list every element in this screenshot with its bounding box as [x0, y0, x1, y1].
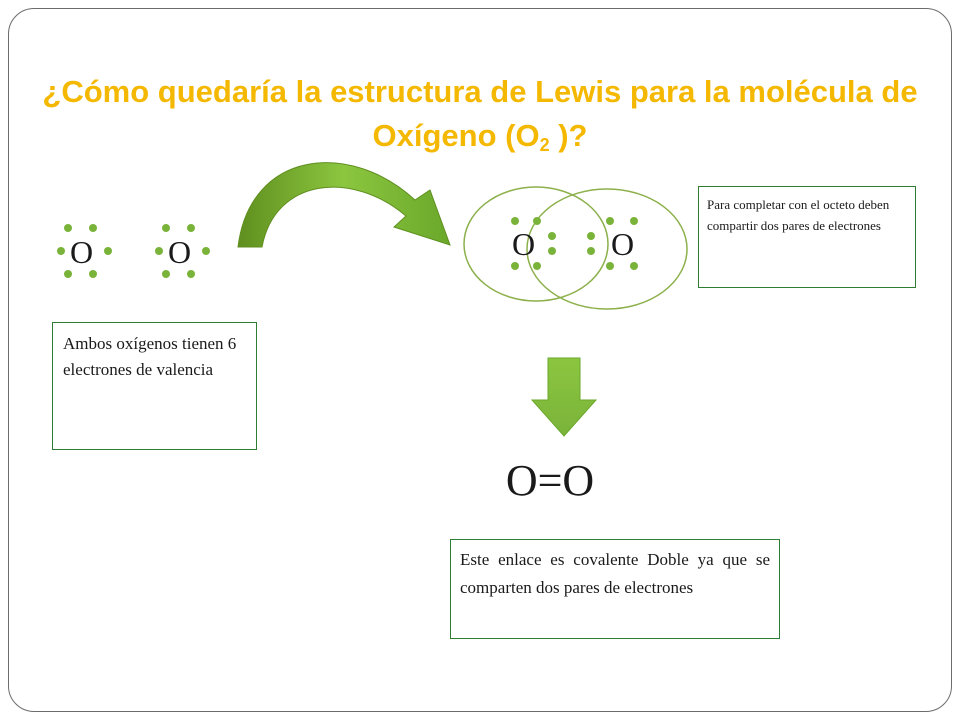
oxygen-atom-shared-1: O [512, 226, 536, 262]
down-arrow [532, 358, 596, 436]
valence-note-box: Ambos oxígenos tienen 6 electrones de valencia [52, 322, 257, 450]
electron-dot [511, 262, 519, 270]
title-close: )? [549, 118, 588, 153]
electron-dot [630, 262, 638, 270]
electron-dot [155, 247, 163, 255]
electron-dot [548, 232, 556, 240]
electron-dot [587, 247, 595, 255]
electron-dot [630, 217, 638, 225]
electron-dot [187, 270, 195, 278]
oxygen-atom-left-2: O [168, 234, 192, 270]
electron-dot [89, 270, 97, 278]
electron-dot [162, 224, 170, 232]
electron-dot [187, 224, 195, 232]
electron-dot [64, 270, 72, 278]
electron-dot [511, 217, 519, 225]
electron-dot [202, 247, 210, 255]
title-subscript: 2 [539, 135, 550, 155]
curved-arrow [238, 163, 450, 247]
bond-note-box: Este enlace es covalente Doble ya que se comparten dos pares de electrones [450, 539, 780, 639]
electron-dot [606, 217, 614, 225]
double-bond-formula: O=O [505, 456, 595, 505]
electron-dot [89, 224, 97, 232]
electron-dot [64, 224, 72, 232]
electron-dot [606, 262, 614, 270]
electron-dot [533, 217, 541, 225]
electron-dot [57, 247, 65, 255]
oxygen-atom-left-1: O [70, 234, 94, 270]
oxygen-atom-shared-2: O [611, 226, 635, 262]
electron-dot [162, 270, 170, 278]
electron-dot [104, 247, 112, 255]
electron-dot [587, 232, 595, 240]
octet-note-box: Para completar con el octeto deben compartir dos pares de electrones [698, 186, 916, 288]
electron-dot [548, 247, 556, 255]
electron-shell-left [464, 187, 608, 301]
title-text: ¿Cómo quedaría la estructura de Lewis para la molécula de Oxígeno (O [42, 74, 918, 153]
electron-dot [533, 262, 541, 270]
